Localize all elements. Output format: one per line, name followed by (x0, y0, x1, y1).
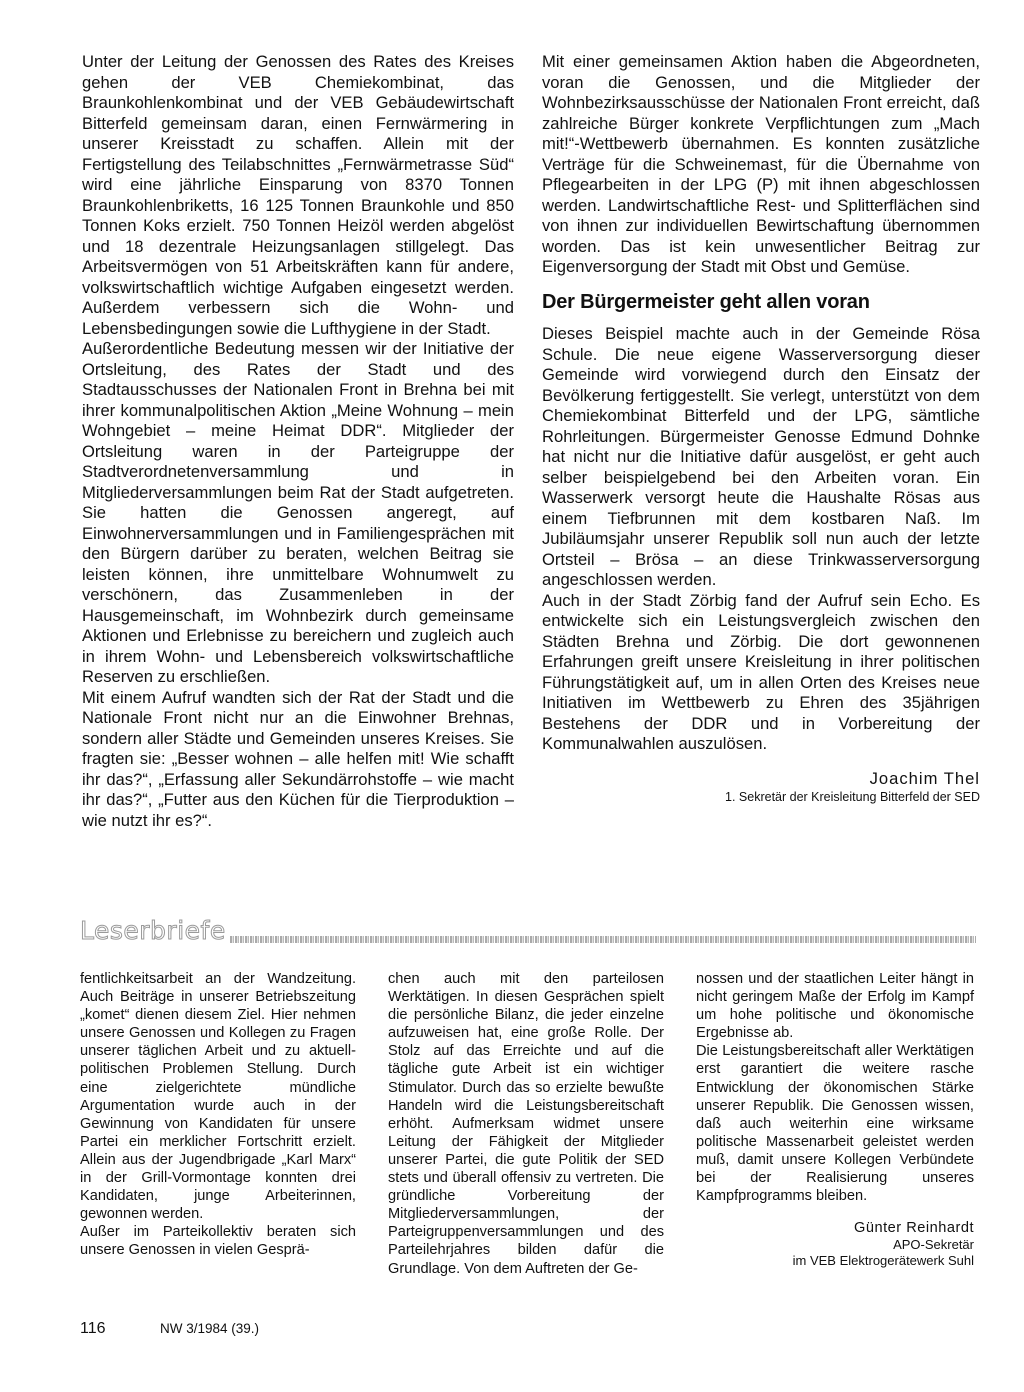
article-paragraph: Unter der Leitung der Genossen des Rates des Kreises gehen der VEB Chemiekombinat, das Braunkohlenkombinat und der VEB Gebäudewirtschaft Bitterfeld gemeinsam daran, einen Fernwärmering in unserer Kreisstadt zu schaffen. Allein mit der Fertigstellung des Teilabschnittes „Fernwärmetrasse Süd“ wird eine jährliche Einsparung von 8370 Tonnen Braunkohlenbriketts, 16 125 Tonnen Braunkohle und 850 Tonnen Koks erzielt. 750 Tonnen Heizöl werden abgelöst und 18 dezentrale Heizungsanlagen stillgelegt. Das Arbeitsvermögen von 51 Arbeitskräften kann für andere, volkswirtschaftlich wichtige Aufgaben eingesetzt werden. Außerdem verbessern sich die Wohn- und Lebensbedingungen sowie die Lufthygiene in der Stadt. (82, 52, 514, 338)
article-paragraph: Mit einer gemeinsamen Aktion haben die Abgeordneten, voran die Genossen, und die Mitglieder der Wohnbezirksausschüsse der Nationalen Front erreicht, daß zahlreiche Bürger konkrete Verpflichtungen zum „Mach mit!“-Wettbewerb übernahmen. Es konnten zusätzliche Verträge für die Schweinemast, für die Übernahme von Pflegearbeiten in der LPG (P) mit ihnen abgeschlossen werden. Landwirtschaftliche Rest- und Splitterflächen sind von ihnen zur individuellen Bewirtschaftung übernommen worden. Das ist kein unwesentlicher Beitrag zur Eigenversorgung der Stadt mit Obst und Gemüse. (542, 52, 980, 276)
letter-paragraph: Die Leistungsbereitschaft aller Werktätigen erst garantiert die weitere rasche Entwicklung der ökonomischen Stärke unserer Republik. Die Genossen wissen, daß auch weiterhin eine wirksame politische Massenarbeit geleistet werden muß, damit unsere Kollegen Verbündete bei der Realisierung unseres Kampfprogramms bleiben. (696, 1043, 974, 1205)
article-paragraph: Auch in der Stadt Zörbig fand der Aufruf sein Echo. Es entwickelte sich ein Leistungsvergleich zwischen den Städten Brehna und Zörbig. Die dort gewonnenen Erfahrungen greift unsere Kreisleitung in ihrer politischen Führungstätigkeit auf, um in allen Orten des Kreises neue Initiativen im Wettbewerb zu Ehren des 35jährigen Bestehens der DDR und in Vorbereitung der Kommunalwahlen auszulösen. (542, 590, 980, 753)
section-heading: Der Bürgermeister geht allen voran (542, 290, 870, 313)
article-paragraph: Dieses Beispiel machte auch in der Gemeinde Rösa Schule. Die neue eigene Wasserversorgung dieser Gemeinde wird vorwiegend durch den Einsatz der Bevölkerung fertiggestellt. Sie verlegt, unterstützt von dem Chemiekombinat Bitterfeld und der LPG, sämtliche Rohrleitungen. Bürgermeister Genosse Edmund Dohnke hat nicht nur die Initiative dafür ausgelöst, er geht auch selber beispielgebend bei den Arbeiten voran. Ein Wasserwerk versorgt heute die Haushalte Rösas aus einem Tiefbrunnen mit dem kostbaren Naß. Im Jubiläumsjahr unserer Republik soll nun auch der letzte Ortsteil – Brösa – an diese Trinkwasserversorgung angeschlossen werden. (542, 324, 980, 589)
section-banner (80, 916, 980, 956)
section-rule (230, 936, 976, 943)
letter-column-1 (80, 970, 356, 1260)
author-name: Joachim Thel (869, 768, 980, 788)
letter-paragraph: nossen und der staatlichen Leiter hängt in nicht geringem Maße der Erfolg im Kampf um hohe politische und ökonomische Ergebnisse ab. (696, 971, 974, 1042)
article-paragraph: Mit einem Aufruf wandten sich der Rat der Stadt und die Nationale Front nicht nur an die Einwohner Brehnas, sondern aller Städte und Gemeinden unseres Kreises. Sie fragten sie: „Besser wohnen – alle helfen mit! Wie schafft ihr das?“, „Erfassung aller Sekundärrohstoffe – wie macht ihr das?“, „Futter aus den Küchen für die Tierproduktion – wie nutzt ihr es?“. (82, 687, 514, 830)
section-title: Leserbriefe (80, 916, 226, 945)
letter-paragraph: chen auch mit den parteilosen Werktätigen. In diesen Gesprächen spielt die persönliche Bilanz, die jeder einzelne aufzuweisen hat, eine große Rolle. Der Stolz auf das Erreichte und auf die tägliche gute Arbeit ist ein wichtiger Stimulator. Durch das so erzielte bewußte Handeln wird die Leistungsbereitschaft erhöht. Aufmerksam widmet unsere Leitung der Fähigkeit der Mitglieder unserer Partei, die gute Politik der SED stets und überall offensiv zu vertreten. Die gründliche Vorbereitung der Mitgliederversammlungen, der Parteigruppenversammlungen und des Parteilehrjahres bilden dafür die Grundlage. Von dem Auftreten der Ge- (388, 971, 664, 1277)
letter-author-role: APO-Sekretär (893, 1237, 974, 1253)
article-paragraph: Außerordentliche Bedeutung messen wir der Initiative der Ortsleitung, des Rates der Stadt und des Stadtausschusses der Nationalen Front in Brehna bei mit ihrer kommunalpolitischen Aktion „Meine Wohnung – mein Wohngebiet – meine Heimat DDR“. Mitglieder der Ortsleitung waren in der Parteigruppe der Stadtverordnetenversammlung und in Mitgliederversammlungen beim Rat der Stadt aufgetreten. Sie hatten die Genossen angeregt, auf Einwohnerversammlungen und in Familiengesprächen mit den Bürgern darüber zu beraten, welchen Beitrag sie leisten können, ihre unmittelbare Wohnumwelt zu verschönern, das Zusammenleben in der Hausgemeinschaft, im Wohnbezirk durch gemeinsame Aktionen und Erlebnisse zu bereichern und zugleich auch in ihrem Wohn- und Lebensbereich volkswirtschaftliche Reserven zu erschließen. (82, 339, 514, 686)
article-right-column (542, 52, 980, 805)
letter-author-role: im VEB Elektrogerätewerk Suhl (792, 1253, 974, 1269)
issue-label: NW 3/1984 (39.) (160, 1321, 260, 1336)
letter-paragraph: Außer im Parteikollektiv beraten sich unsere Genossen in vielen Gesprä- (80, 1224, 356, 1259)
letter-column-3 (696, 970, 974, 1269)
letter-author-name: Günter Reinhardt (854, 1220, 974, 1237)
article-left-column (82, 52, 514, 831)
letter-paragraph: fentlichkeitsarbeit an der Wandzeitung. Auch Beiträge in unserer Betriebszeitung „komet“ dienen diesem Ziel. Hier nehmen unsere Genossen und Kollegen zu Fragen unserer täglichen Arbeit und zu aktuell-politischen Problemen Stellung. Durch eine zielgerichtete mündliche Argumentation wurde auch in der Gewinnung von Kandidaten für unsere Partei ein merklicher Fortschritt erzielt. Allein aus der Jugendbrigade „Karl Marx“ in der Grill-Vormontage konnten drei Kandidaten, junge Arbeiterinnen, gewonnen werden. (80, 971, 356, 1223)
letter-column-2 (388, 970, 664, 1278)
page-number: 116 (80, 1320, 106, 1337)
author-role: 1. Sekretär der Kreisleitung Bitterfeld der SED (725, 790, 980, 804)
